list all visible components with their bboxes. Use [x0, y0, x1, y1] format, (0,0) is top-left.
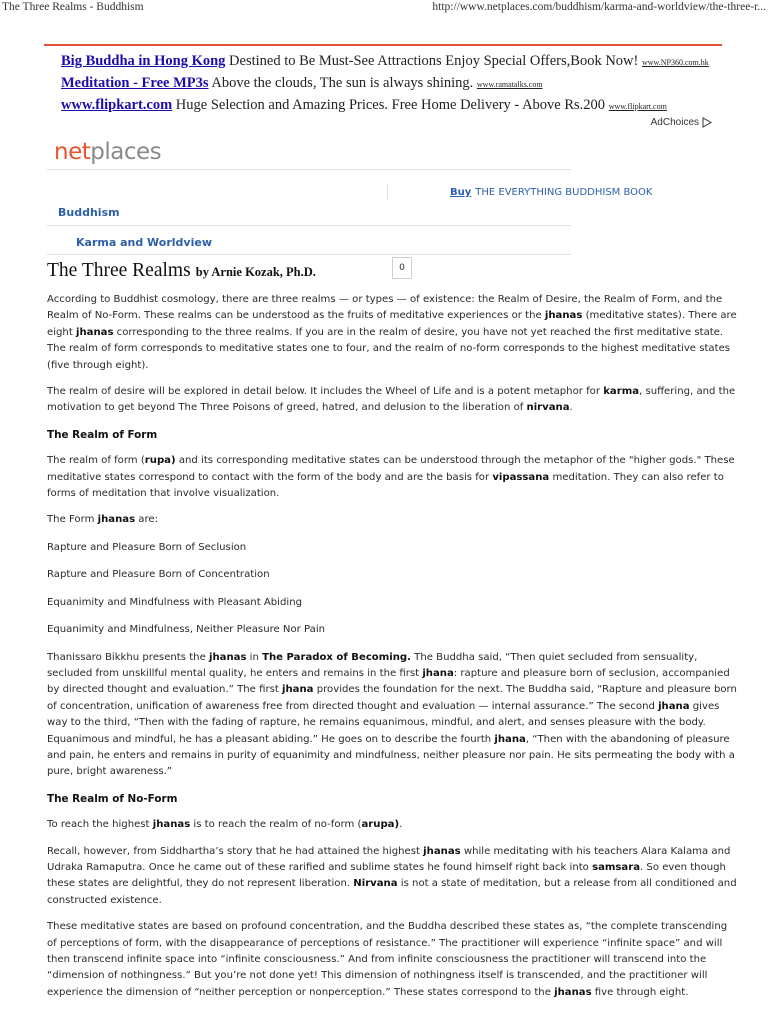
ad-url[interactable]: www.flipkart.com: [608, 102, 667, 111]
divider: [47, 254, 571, 255]
divider: [47, 169, 571, 170]
buy-book-title: THE EVERYTHING BUDDHISM BOOK: [475, 187, 653, 198]
section-heading-form: The Realm of Form: [47, 428, 158, 441]
ad-url[interactable]: www.ramatalks.com: [476, 80, 543, 89]
paragraph: To reach the highest jhanas is to reach the realm of no-form (arupa).: [47, 819, 403, 831]
ad-link[interactable]: www.flipkart.com: [61, 97, 173, 113]
logo-net: net: [54, 139, 91, 165]
article-body: [47, 292, 737, 1011]
buy-book-promo: [450, 187, 652, 198]
ad-link[interactable]: Big Buddha in Hong Kong: [61, 53, 226, 69]
ad-text: Huge Selection and Amazing Prices. Free Home Delivery - Above Rs.200: [175, 97, 606, 113]
ad-text: Destined to Be Must-See Attractions Enjoy Special Offers,Book Now!: [229, 53, 639, 69]
share-count-badge[interactable]: 0: [392, 257, 412, 279]
ad-text: Above the clouds, The sun is always shining.: [211, 75, 474, 91]
list-item: Rapture and Pleasure Born of Concentration: [47, 569, 270, 581]
ad-url[interactable]: www.NP360.com.hk: [641, 58, 709, 67]
breadcrumb-buddhism[interactable]: Buddhism: [58, 206, 120, 219]
list-item: Equanimity and Mindfulness with Pleasant Abiding: [47, 596, 303, 608]
section-heading-no-form: The Realm of No-Form: [47, 792, 178, 805]
list-item: Equanimity and Mindfulness, Neither Pleasure Nor Pain: [47, 624, 326, 636]
buy-link[interactable]: Buy: [450, 187, 472, 198]
divider: [387, 184, 388, 200]
print-page-title: The Three Realms - Buddhism: [2, 1, 144, 13]
print-url: http://www.netplaces.com/buddhism/karma-and-worldview/the-three-r...: [432, 1, 766, 13]
ad-divider: [44, 44, 722, 46]
site-logo[interactable]: [54, 139, 161, 165]
print-header: [0, 0, 768, 16]
paragraph: The Form jhanas are:: [47, 514, 159, 526]
ad-item: [61, 94, 741, 116]
ad-item: [61, 72, 741, 94]
ad-block: [61, 50, 741, 116]
paragraph: Thanissaro Bikkhu presents the jhanas in The Paradox of Becoming. The Buddha said, “Then quiet secluded from sensuality, secluded from unskillful mental quality, he enters and remains in the first jhana: rapture and pleasure born of seclusion, accompanied by directed thought and evaluation.” The first jhana provides the foundation for the next. The Buddha said, “Rapture and pleasure born of concentration, unification of awareness free from directed thought and evaluation — internal assurance.” The second jhana gives way to the third, “Then with the fading of rapture, he remains equanimous, mindful, and alert, and senses pleasure with the body. Equanimous and mindful, he has a pleasant abiding.” He goes on to describe the fourth jhana, “Then with the abandoning of pleasure and pain, he enters and remains in purity of equanimity and mindfulness, neither pleasure nor pain. He sits permeating the body with a pure, bright awareness.”: [47, 651, 737, 778]
ad-link[interactable]: Meditation - Free MP3s: [61, 75, 209, 91]
breadcrumb-karma-and-worldview[interactable]: Karma and Worldview: [76, 236, 212, 249]
divider: [47, 225, 571, 226]
adchoices-icon: [702, 117, 712, 128]
paragraph: The realm of desire will be explored in detail below. It includes the Wheel of Life and is a potent metaphor for karma, suffering, and the motivation to get beyond The Three Poisons of greed, hatred, and delusion to the liberation of nirvana.: [47, 386, 736, 414]
ad-item: [61, 50, 741, 72]
adchoices-label: AdChoices: [650, 117, 699, 128]
paragraph: Recall, however, from Siddhartha’s story that he had attained the highest jhanas while meditating with his teachers Alara Kalama and Udraka Ramaputra. Once he came out of these rarified and sublime states he found himself right back into samsara. So even though these states are delightful, they do not represent liberation. Nirvana is not a state of meditation, but a release from all conditioned and constructed existence.: [47, 845, 737, 906]
logo-places: places: [90, 139, 162, 165]
paragraph: According to Buddhist cosmology, there are three realms — or types — of existence: the Realm of Desire, the Realm of Form, and the Realm of No-Form. These realms can be understood as the fruits of meditative experiences or the jhanas (meditative states). There are eight jhanas corresponding to the three realms. If you are in the realm of desire, you have not yet reached the first meditative state. The realm of form corresponds to meditative states one to four, and the realm of no-form corresponds to the highest meditative states (five through eight).: [47, 294, 737, 371]
adchoices-button[interactable]: [651, 117, 712, 128]
author-byline: by Arnie Kozak, Ph.D.: [195, 265, 316, 279]
paragraph: These meditative states are based on profound concentration, and the Buddha described these states as, “the complete transcending of perceptions of form, with the disappearance of perceptions of resistance.” The practitioner will experience “infinite space” and will then transcend infinite space into “infinite consciousness.” And from infinite consciousness the practitioner will transcend into the “dimension of nothingness.” But you’re not done yet! This dimension of nothingness itself is transcended, and the practitioner will experience the dimension of “neither perception or nonperception.” These states correspond to the jhanas five through eight.: [47, 921, 728, 998]
list-item: Rapture and Pleasure Born of Seclusion: [47, 541, 247, 553]
page-title: The Three Realms: [47, 260, 191, 281]
article-heading: [47, 260, 316, 282]
paragraph: The realm of form (rupa) and its corresponding meditative states can be understood through the metaphor of the "higher gods." These meditative states correspond to contact with the form of the body and are the basis for vipassana meditation. They can also refer to forms of meditation that involve visualization.: [47, 455, 735, 500]
